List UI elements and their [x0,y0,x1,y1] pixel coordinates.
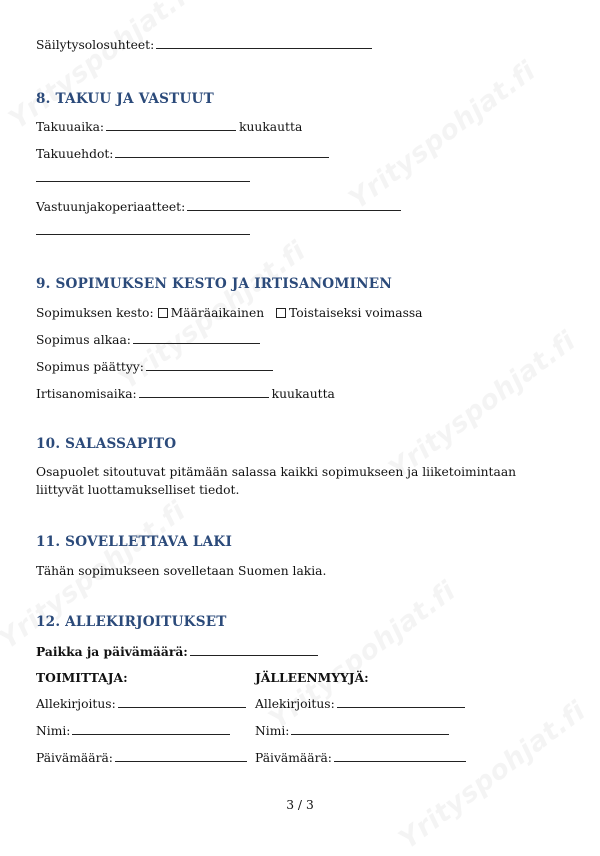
liability-field[interactable] [187,201,401,211]
start-date-row [36,333,263,348]
supplier-name-label: Nimi: [36,724,71,738]
start-date-label: Sopimus alkaa: [36,333,131,347]
supplier-title: TOIMITTAJA: [36,670,128,685]
place-date-field[interactable] [190,646,318,656]
reseller-signature-field[interactable] [337,698,465,708]
supplier-date-row [36,751,250,766]
reseller-date-row [255,751,469,766]
supplier-name-row [36,724,233,739]
section-8-heading: 8. TAKUU JA VASTUUT [36,91,214,107]
liability-continuation-line[interactable] [36,234,250,235]
notice-period-unit: kuukautta [271,387,335,401]
warranty-terms-field[interactable] [115,148,329,158]
section-10-heading: 10. SALASSAPITO [36,436,177,452]
reseller-signature-label: Allekirjoitus: [255,697,335,711]
supplier-signature-label: Allekirjoitus: [36,697,116,711]
notice-period-field[interactable] [139,388,269,398]
governing-law-text: Tähän sopimukseen sovelletaan Suomen lakia. [36,564,327,578]
reseller-name-field[interactable] [291,725,449,735]
warranty-terms-label: Takuuehdot: [36,147,114,161]
watermark [343,55,541,215]
supplier-date-field[interactable] [115,752,247,762]
section-9-heading: 9. SOPIMUKSEN KESTO JA IRTISANOMINEN [36,276,392,292]
indefinite-checkbox[interactable] [276,308,286,318]
storage-conditions-row [36,38,375,53]
reseller-title: JÄLLEENMYYJÄ: [255,670,369,685]
reseller-signature-row [255,697,468,712]
place-date-label: Paikka ja päivämäärä: [36,644,188,659]
reseller-name-row [255,724,452,739]
supplier-date-label: Päivämäärä: [36,751,113,765]
place-date-row [36,644,321,659]
confidentiality-text: Osapuolet sitoutuvat pitämään salassa kaikki sopimukseen ja liiketoimintaan liittyvät luottamukselliset tiedot. [36,465,517,497]
notice-period-label: Irtisanomisaika: [36,387,137,401]
warranty-terms-row [36,147,332,162]
page-number: 3 / 3 [286,798,314,812]
warranty-period-unit: kuukautta [239,120,303,134]
warranty-terms-continuation-line[interactable] [36,181,250,182]
liability-label: Vastuunjakoperiaatteet: [36,200,186,214]
warranty-period-label: Takuuaika: [36,120,105,134]
watermark [393,695,591,855]
reseller-date-label: Päivämäärä: [255,751,332,765]
duration-label: Sopimuksen kesto: [36,306,154,320]
storage-conditions-field[interactable] [156,39,372,49]
liability-row [36,200,404,215]
watermark [383,325,581,485]
supplier-signature-field[interactable] [118,698,246,708]
watermark [3,0,201,136]
end-date-label: Sopimus päättyy: [36,360,144,374]
end-date-row [36,360,276,375]
section-11-heading: 11. SOVELLETTAVA LAKI [36,534,232,550]
start-date-field[interactable] [133,334,260,344]
indefinite-label: Toistaiseksi voimassa [289,306,423,320]
notice-period-row [36,387,335,402]
end-date-field[interactable] [146,361,273,371]
supplier-name-field[interactable] [72,725,230,735]
supplier-signature-row [36,697,249,712]
warranty-period-field[interactable] [106,121,236,131]
storage-conditions-label: Säilytysolosuhteet: [36,38,155,52]
fixed-term-checkbox[interactable] [158,308,168,318]
warranty-period-row [36,120,302,135]
section-12-heading: 12. ALLEKIRJOITUKSET [36,614,227,630]
reseller-name-label: Nimi: [255,724,290,738]
duration-row [36,306,423,321]
reseller-date-field[interactable] [334,752,466,762]
fixed-term-label: Määräaikainen [170,306,265,320]
